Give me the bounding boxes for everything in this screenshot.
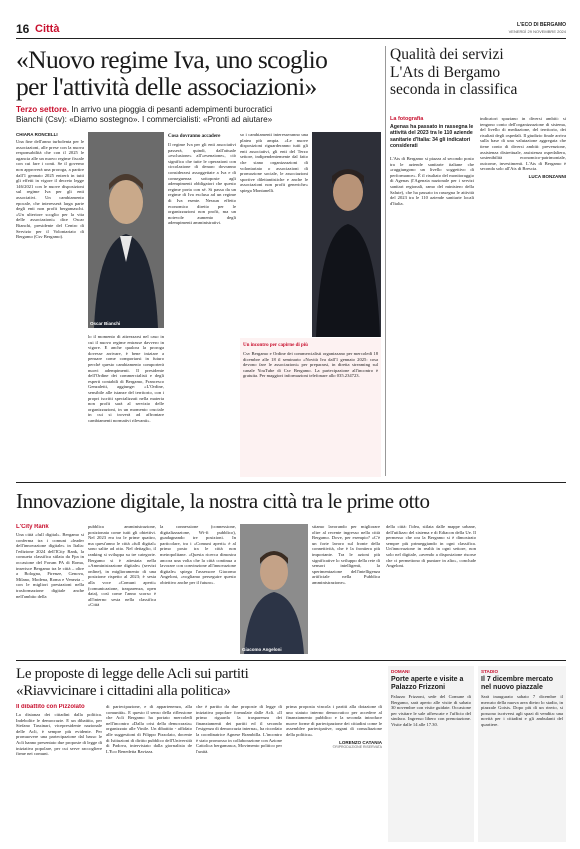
article2-headline bbox=[390, 46, 566, 99]
article2-column-1 bbox=[390, 156, 474, 471]
headline-line: L'Ats di Bergamo bbox=[390, 63, 501, 81]
article1-subtitle bbox=[16, 105, 381, 125]
article-body: L'Ats di Bergamo si piazza al secondo posto tra le aziende sanitarie italiane che «raggiungono un livello soggettivo di performance». È il risultato del monitoraggio di Agenas (l'Agenzia nazionale per i servizi sanitari regionali, ramo del ministero della Salute), che ha passato in rassegna le attività del 2023 tra le 110 aziende sanitarie locali d'Italia. bbox=[390, 156, 474, 206]
giacomo-angeloni-photo bbox=[240, 524, 308, 654]
article-body: indicatori spaziano in diversi ambiti: si tengono conto dell'organizzazione di sistema, del livello di mediazione, del territorio, dei risultati degli ospedali. Il giudizio finale arriva sulla base di una valutazione aggregata che tiene conto di diversi ambiti: prevenzione, assistenza distrettuale, assistenza ospedaliera, sostenibilità economico-patrimoniale, outcome, investimenti. L'Ats di Bergamo è seconda solo all'Ats di Brescia. bbox=[480, 116, 566, 172]
section-rule bbox=[16, 482, 566, 483]
header-rule bbox=[16, 38, 566, 39]
article1-headline bbox=[16, 46, 381, 100]
photo-caption: Giacomo Angeloni bbox=[242, 647, 282, 652]
headline-line: «Riavvicinare i cittadini alla politica» bbox=[16, 683, 231, 699]
article-body: che è partito da due proposte di legge di iniziativa popolare formulate dalle Acli. «Il primo riguarda la trasparenza dei finanziamenti dei partiti ed il secondo l'esigenza di democrazia interna», ha ricordato la coordinatrice Agnese Brambilla. L'incontro è stato promosso in collaborazione con Azione Cattolica bergamasca, Movimento politico per l'unità. bbox=[196, 704, 282, 754]
article3-column-3 bbox=[160, 524, 236, 654]
article1-column-3 bbox=[168, 132, 236, 477]
article-author: LORENZO CATANIA bbox=[339, 739, 382, 745]
article1-photo-2 bbox=[312, 132, 381, 337]
article-body: prima proposta vincola i partiti alla dotazione di uno statuto interno democratico per accedere al finanziamento pubblico e la seconda introduce nuove forme di partecipazione dei cittadini come le assemblee partecipative, organi di consultazione della politica». bbox=[286, 704, 382, 737]
brief-kicker: DOMANI bbox=[391, 669, 410, 674]
brief-text: Sarà inaugurato sabato 7 dicembre il mercato della nuova area dietro lo stadio, in piazzale Goisis. Dopo più di un rinvio, si possono iscriversi agli spazi di vendita: una novità per i cittadini e gli ambulanti del quartiere. bbox=[481, 694, 563, 727]
box-text: Csv Bergamo e Ordine dei commercialisti organizzano per mercoledì 18 dicembre alle 18 il seminario «Novità Iva dall'1 gennaio 2025: cosa devono fare le associazioni» per prepararsi, in diretta streaming sul canale YouTube di Csv Bergamo. La partecipazione all'incontro è gratuita. Per maggiori informazioni telefonare allo 035.234723. bbox=[243, 351, 378, 379]
article-body: lo il momento di attrezzarsi nel caso in cui il nuovo regime entrasse davvero in vigore. E anche qualora la proroga dovesse arrivare, è bene iniziare a pensare come comportarsi in futuro perché questo cambiamento comporterà nuovi adempimenti. Il presidente dell'Ordine dei commercialisti e degli esperti contabili di Bergamo, Francesco Genzaletti, aggiunge: «L'Ordine, sensibile alle istanze del territorio, con i propri iscritti specializzati nella materia non profit sarà al servizio delle organizzazioni, in un momento cruciale in cui si troverà ad affrontare cambiamenti normativi rilevanti». bbox=[88, 334, 164, 423]
brief-title: Il 7 dicembre mercato nel nuovo piazzale bbox=[481, 676, 553, 691]
article-lead: Agenas ha passato in rassegna le attività del 2023 tra le 110 aziende sanitarie d'Italia: 34 gli indicatori considerati bbox=[390, 124, 474, 150]
article4-column-1 bbox=[16, 704, 102, 842]
article3-column-4 bbox=[312, 524, 380, 654]
article-body: della città: l'idea, stilata dalle mappe urbane, dell'utilizzo del sistema e di Ediacon della Ue. Il permesso che ora la Bergamo si è dimostrato sempre più primeggiando in ogni classifica. Un'innovazione in realtà in ogni settore, non solo nel digitale, «avendo a disposizione risorse che ci permettono di puntare in alto», conclude Angeloni. bbox=[386, 524, 476, 569]
article-author: LUCA BONZANNI bbox=[528, 173, 566, 179]
article-body: la connessione (connessione, digitalizzazione, Wi-fi pubblico), guadagnando tre posizioni. In particolare, tra i «Comuni aperti» è al primo posto tra le città non metropolitane. «Questa ricerca dimostra ancora una volta che la città continua a lavorare con convinzione all'innovazione digitale» spiega l'assessore Giacomo Angeloni, «vogliamo perseguire questo obiettivo anche per il futuro». bbox=[160, 524, 236, 585]
oscar-bianchi-photo bbox=[88, 132, 164, 328]
article1-info-box bbox=[240, 338, 381, 477]
article1-column-1 bbox=[16, 132, 84, 477]
brief-title: Porte aperte e visite a Palazzo Frizzoni bbox=[391, 676, 464, 691]
headline-line: «Nuovo regime Iva, uno scoglio bbox=[16, 45, 328, 74]
article-kicker: La fotografia bbox=[390, 116, 424, 122]
article4-column-4 bbox=[286, 704, 382, 842]
article4-column-2 bbox=[106, 704, 192, 842]
article-body: so i cambiamenti interesseranno una platea più ampia. «Le nuove disposizioni riguarderanno tutti gli enti associativi, gli enti del Terzo settore, indipendentemente dal fatto che siano organizzazioni di volontariato o associazioni di promozione sociale, le associazioni sportive dilettantistiche e anche le associazioni non profit generiche» spiega Montanelli. bbox=[240, 132, 308, 193]
subtitle-text: In arrivo una pioggia di pesanti adempimenti burocratici bbox=[71, 105, 273, 114]
newspaper-name: L'ECO DI BERGAMO bbox=[517, 22, 566, 28]
article-body: Una fine dell'anno turbolenta per le associazioni, alle prese con la nuova responsabilità che con il 2025 le agancia alle un nuovo regime fiscale con cui fare i conti. Se il governo non approverà una proroga, a partire dall'1 gennaio 2025 entrerà in tutti gli effetti in vigore il decreto legge 146/2021 con le nuove disposizioni sul regime Iva per gli enti associativi. Un cambiamento epocale, che interesserà larga parte degli enti non profit bergamaschi. «Un ulteriore scoglio per la vita delle associazioni» dice Oscar Bianchi, presidente del Centro di Servizio per il Volontariato di Bergamo (Csv Bergamo). bbox=[16, 139, 84, 240]
copyright-notice: ©RIPRODUZIONE RISERVATA bbox=[332, 744, 382, 749]
portrait-image bbox=[88, 132, 164, 328]
article3-headline: Innovazione digitale, la nostra città tra le prime otto bbox=[16, 489, 430, 513]
headline-line: Le proposte di legge delle Acli sui partiti bbox=[16, 666, 249, 682]
article2-column-2 bbox=[480, 116, 566, 466]
box-title: Un incontro per capirne di più bbox=[243, 343, 308, 348]
photo-caption: Oscar Bianchi bbox=[90, 321, 121, 326]
article3-column-5 bbox=[386, 524, 476, 654]
page-number: 16 bbox=[16, 22, 30, 36]
page-header bbox=[16, 22, 566, 36]
article-body: Il regime Iva per gli enti associativi passerà, quindi, dall'attuale «esclusione» all'«esenzione», ciò significa che tutte le operazioni con circolazione di denaro dovranno considerarsi assoggettate a Iva e di conseguenza sottoposte agli adempimenti obbligatori che questo regime porta con sé. Si passa da un regime di Iva esclusa ad un regime di Iva esente. Nessun effetto economico diretto per le organizzazioni non profit, ma un notevole aumento degli adempimenti amministrativi. bbox=[168, 142, 236, 226]
article-kicker: L'City Rank bbox=[16, 524, 49, 530]
headline-line: per l'attività delle associazioni» bbox=[16, 72, 317, 101]
article3-column-1 bbox=[16, 524, 84, 654]
article-kicker: Il dibattito con Pizzolato bbox=[16, 704, 85, 710]
section-name: Città bbox=[35, 23, 60, 35]
article1-column-4 bbox=[240, 132, 308, 332]
article2-body bbox=[390, 116, 566, 476]
portrait-image bbox=[312, 132, 381, 337]
brief-mercato-stadio bbox=[478, 666, 566, 842]
brief-palazzo-frizzoni bbox=[388, 666, 474, 842]
article3-column-2 bbox=[88, 524, 156, 654]
article-body: di partecipazione, e di appartenenza, alla comunità». E questo il senso della riflessione che Acli Bergamo ha portato mercoledì nell'incontro «Dalla crisi della democrazia» organizzato alle Vinile. Un dibattito - affidato alle suggestioni di Filippo Pizzolato, docente di Istituzioni di diritto pubblico dell'Università di Padova, intervistato dalla giornalista de L'Eco Benedetta Ravizza. bbox=[106, 704, 192, 754]
article4-headline bbox=[16, 666, 386, 700]
issue-date: VENERDÌ 29 NOVEMBRE 2024 bbox=[508, 29, 566, 34]
article-subhead: Cosa dovranno accadere bbox=[168, 134, 221, 139]
subtitle-text-2: Bianchi (Csv): «Diamo sostegno». I commercialisti: «Pronti ad aiutare» bbox=[16, 115, 273, 124]
section-rule bbox=[16, 660, 566, 661]
article-author: CHIARA RONCELLI bbox=[16, 132, 58, 137]
article1-column-2 bbox=[88, 334, 164, 477]
article-body: Una città «full digital». Bergamo si conferma tra i comuni «leader dell'innovazione digitale» in Italia: l'edizione 2024 dell'ICity Rank, la consueta classifica stilata da Fpa in occasione del Forum PA di Roma, inserisce Bergamo tra le città – oltre a Bologna, Firenze, Genova, Milano, Modena, Roma e Venezia – con le migliori prestazioni nella trasformazione digitale anche nell'ambito della bbox=[16, 532, 84, 599]
brief-text: Palazzo Frizzoni, sede del Comune di Bergamo, sarà aperto alle visite di sabato 30 novembre con visite guidate. Occasione per visitare le sale affrescate e l'ufficio del sindaco. Ingresso libero con prenotazione. Visite dalle 14 alle 17.30. bbox=[391, 694, 471, 727]
column-divider bbox=[385, 46, 386, 476]
article-body: La distanza dei cittadini dalla politica. Indebolite le democrazie. E un dibattito, per Stefano Tassinari, vicepresidente nazionale delle Acli, è sempre più evidente. Per promuovere una partecipazione dal basso le Acli hanno presentato due proposte di legge di iniziativa popolare, per cui serve raccogliere firme nei comuni. bbox=[16, 712, 102, 757]
headline-line: seconda in classifica bbox=[390, 81, 518, 98]
subtitle-lead: Terzo settore. bbox=[16, 105, 70, 114]
headline-line: Qualità dei servizi bbox=[390, 46, 504, 63]
article-body: stiamo lavorando per migliorare oltre al recente ingresso nella città Bergamo. Dove, per esempio? «C'è un forte lavoro sul fronte della connettività, che è la frontiera più importante. Tra le azioni più significative lo sviluppo della rete di sensori intelligenti, la sperimentazione dell'intelligenza artificiale nella Pubblica amministrazione». bbox=[312, 524, 380, 585]
portrait-image bbox=[240, 524, 308, 654]
article4-column-3 bbox=[196, 704, 282, 842]
article-body: pubblica amministrazione, posizionata come tutti gli obiettivi. Nel 2023 era tra le prime quattro, ma quest'anno le città «full digital» sono salite ad otto. Nel dettaglio, il ranking si sviluppa su tre categorie. Bergamo si è attestata nella «Amministrazione digitale» (servizi online), in miglioramento di una posizione rispetto al 2023; è sesta alla voce «Comuni aperti» (comunicazione, trasparenza, open data), così come l'anno scorso è all'interno sesta nella classifica «Città bbox=[88, 524, 156, 608]
brief-kicker: STADIO bbox=[481, 669, 499, 674]
